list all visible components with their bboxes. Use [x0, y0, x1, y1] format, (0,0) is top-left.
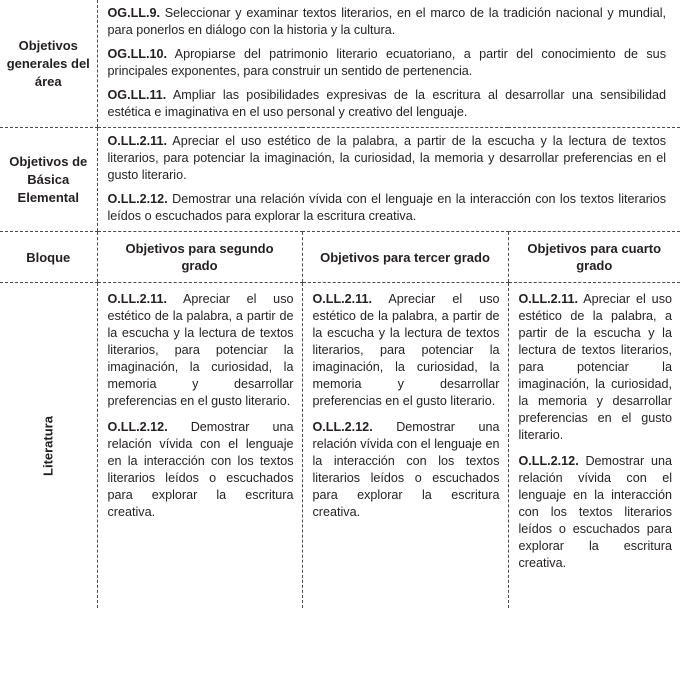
general-objective-item: [108, 46, 667, 80]
general-objectives-cell: [97, 0, 680, 128]
objective-text: Apreciar el uso estético de la palabra, a partir de la escucha y la lectura de textos literarios, para potenciar la imaginación, la curiosidad, la memoria y desarrollar preferencias en el gusto literario.: [312, 292, 500, 408]
objective-text: Apreciar el uso estético de la palabra, a partir de la escucha y la lectura de textos literarios, para potenciar la imaginación, la curiosidad, la memoria y desarrollar preferencias en el gusto literario.: [107, 292, 294, 408]
grade-3-header: Objetivos para tercer grado: [302, 232, 508, 283]
objective-code: O.LL.2.11.: [107, 292, 167, 306]
grade-objective-item: [519, 291, 673, 444]
objective-code: OG.LL.9.: [107, 6, 160, 20]
basica-objective-item: [108, 133, 667, 184]
basica-objectives-label: Objetivos de Básica Elemental: [9, 153, 88, 205]
objective-text: Ampliar las posibilidades expresivas de la escritura al desarrollar una sensibilidad estética e imaginativa en el uso personal y creativo del lenguaje.: [107, 88, 666, 119]
general-objectives-row: [0, 0, 680, 128]
grade-objective-item: [108, 291, 294, 410]
grade-header-row: [0, 232, 680, 283]
grade-objective-item: [313, 419, 500, 521]
objective-code: O.LL.2.11.: [518, 292, 578, 306]
grade-objective-item: [519, 453, 673, 572]
objective-code: O.LL.2.11.: [312, 292, 372, 306]
objective-code: O.LL.2.12.: [107, 192, 168, 206]
grade-3-objectives: [302, 283, 508, 609]
objective-text: Apropiarse del patrimonio literario ecuatoriano, a partir del conocimiento de sus principales exponentes, para construir un sentido de pertenencia.: [107, 47, 666, 78]
general-objective-item: [108, 87, 667, 121]
grade-4-objectives: [508, 283, 680, 609]
objective-text: Demostrar una relación vívida con el lenguaje en la interacción con los textos literarios leídos o escuchados para explorar la escritura creativa.: [312, 420, 500, 519]
objective-code: O.LL.2.12.: [107, 420, 168, 434]
grade-2-objectives: [97, 283, 302, 609]
literatura-label: Literatura: [40, 415, 56, 476]
objective-text: Demostrar una relación vívida con el lenguaje en la interacción con los textos literarios leídos o escuchados para explorar la escritura creativa.: [107, 192, 666, 223]
general-objectives-label: Objetivos generales del área: [6, 37, 90, 89]
basica-objectives-cell: [97, 128, 680, 232]
objective-code: O.LL.2.12.: [518, 454, 579, 468]
objective-text: Demostrar una relación vívida con el lenguaje en la interacción con los textos literarios leídos o escuchados para explorar la escritura creativa.: [518, 454, 672, 570]
grade-objective-item: [313, 291, 500, 410]
grade-4-header: Objetivos para cuarto grado: [508, 232, 680, 283]
objective-code: O.LL.2.11.: [107, 134, 167, 148]
basica-objectives-row: [0, 128, 680, 232]
objective-text: Apreciar el uso estético de la palabra, a partir de la escucha y la lectura de textos literarios, para potenciar la imaginación, la curiosidad, la memoria y desarrollar preferencias en el gusto literario.: [518, 292, 672, 442]
basica-objective-item: [108, 191, 667, 225]
general-objectives-label-cell: [0, 0, 97, 128]
objective-text: Seleccionar y examinar textos literarios, en el marco de la tradición nacional y mundial, para ponerlos en diálogo con la historia y la cultura.: [107, 6, 666, 37]
objective-text: Apreciar el uso estético de la palabra, a partir de la escucha y la lectura de textos literarios, para potenciar la imaginación, la curiosidad, la memoria y desarrollar preferencias en el gusto literario.: [107, 134, 666, 182]
literatura-row: [0, 283, 680, 609]
grade-objective-item: [108, 419, 294, 521]
literatura-label-cell: [0, 283, 97, 609]
general-objective-item: [108, 5, 667, 39]
objective-text: Demostrar una relación vívida con el lenguaje en la interacción con los textos literarios leídos o escuchados para explorar la escritura creativa.: [107, 420, 294, 519]
grade-2-header: Objetivos para segundo grado: [97, 232, 302, 283]
basica-objectives-label-cell: [0, 128, 97, 232]
objective-code: OG.LL.11.: [107, 88, 167, 102]
objective-code: OG.LL.10.: [107, 47, 167, 61]
bloque-header: Bloque: [0, 232, 97, 283]
objective-code: O.LL.2.12.: [312, 420, 373, 434]
